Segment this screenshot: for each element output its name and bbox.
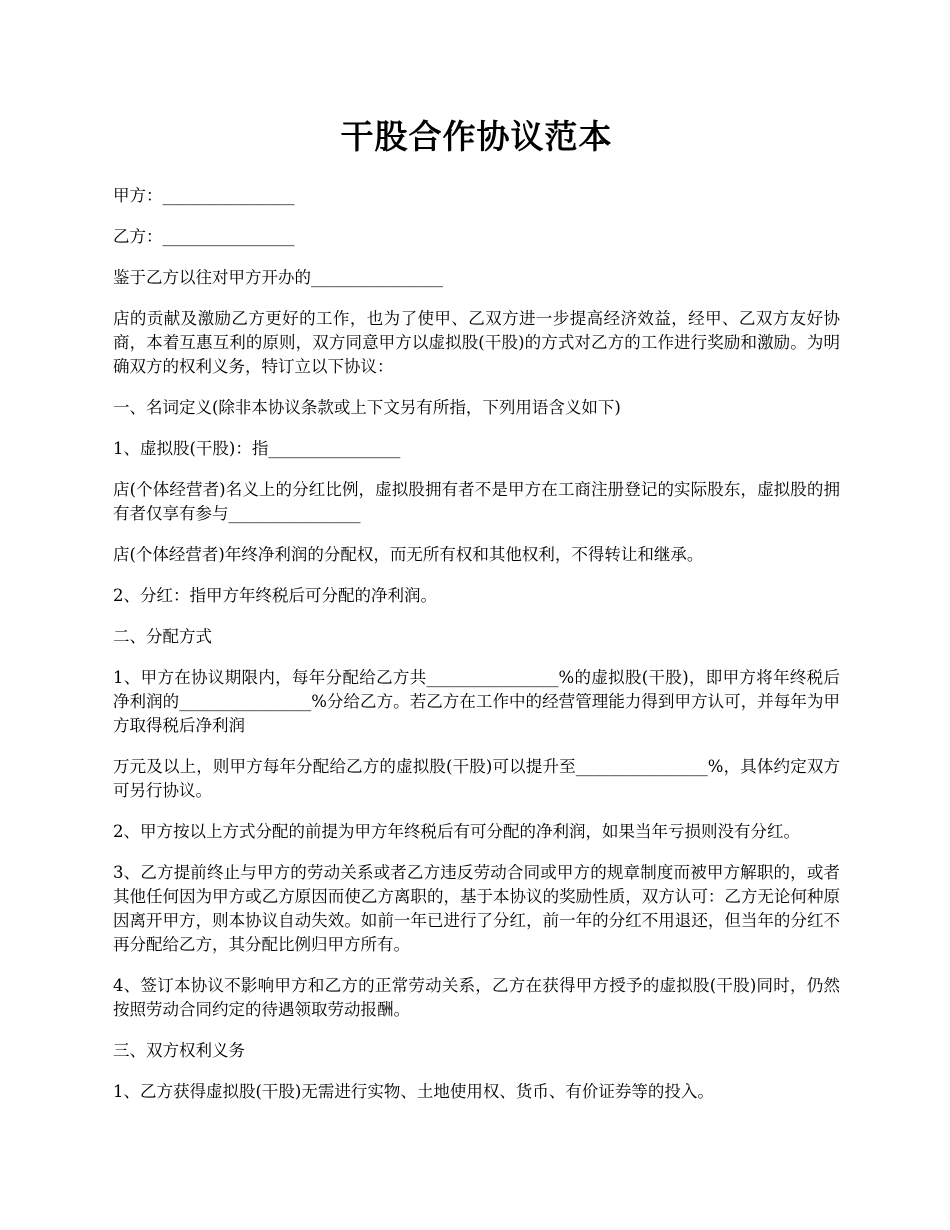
clause-1-2: 2、分红：指甲方年终税后可分配的净利润。 [113,586,437,605]
clause-1-1-continued: 店(个体经营者)名义上的分红比例，虚拟股拥有者不是甲方在工商注册登记的实际股东，虚拟股的拥有者仅享有参与________________ [113,480,840,523]
section-heading-distribution: 二、分配方式 [113,627,212,646]
clause-3-1: 1、乙方获得虚拟股(干股)无需进行实物、土地使用权、货币、有价证券等的投入。 [113,1082,714,1101]
clause-1-1: 1、虚拟股(干股)：指________________ [113,439,401,458]
party-b-line: 乙方：________________ [113,227,295,246]
clause-2-4: 4、签订本协议不影响甲方和乙方的正常劳动关系，乙方在获得甲方授予的虚拟股(干股)同时，仍然按照劳动合同约定的待遇领取劳动报酬。 [113,976,840,1019]
preamble-paragraph: 店的贡献及激励乙方更好的工作，也为了使甲、乙双方进一步提高经济效益，经甲、乙双方友好协商，本着互惠互利的原则，双方同意甲方以虚拟股(干股)的方式对乙方的工作进行奖励和激励。为明确双方的权利义务，特订立以下协议： [113,309,840,376]
section-heading-rights: 三、双方权利义务 [113,1041,245,1060]
clause-2-2: 2、甲方按以上方式分配的前提为甲方年终税后有可分配的净利润，如果当年亏损则没有分红。 [113,822,800,841]
document-title: 干股合作协议范本 [340,117,613,156]
clause-2-1: 1、甲方在协议期限内，每年分配给乙方共________________%的虚拟股(干股)，即甲方将年终税后净利润的________________%分给乙方。若乙方在工作中的经营管理能力得到甲方认可，并每年为甲方取得税后净利润 [113,668,840,735]
clause-1-1-end: 店(个体经营者)年终净利润的分配权，而无所有权和其他权利，不得转让和继承。 [113,545,704,564]
section-heading-definitions: 一、名词定义(除非本协议条款或上下文另有所指，下列用语含义如下) [113,398,621,417]
clause-2-3: 3、乙方提前终止与甲方的劳动关系或者乙方违反劳动合同或甲方的规章制度而被甲方解职的，或者其他任何因为甲方或乙方原因而使乙方离职的，基于本协议的奖励性质，双方认可：乙方无论何种原因离开甲方，则本协议自动失效。如前一年已进行了分红，前一年的分红不用退还，但当年的分红不再分配给乙方，其分配比例归甲方所有。 [113,863,840,954]
preamble-line: 鉴于乙方以往对甲方开办的________________ [113,268,443,287]
document-page [113,112,840,1121]
clause-2-1-continued: 万元及以上，则甲方每年分配给乙方的虚拟股(干股)可以提升至________________%，具体约定双方可另行协议。 [113,757,840,800]
party-a-line: 甲方：________________ [113,186,295,205]
